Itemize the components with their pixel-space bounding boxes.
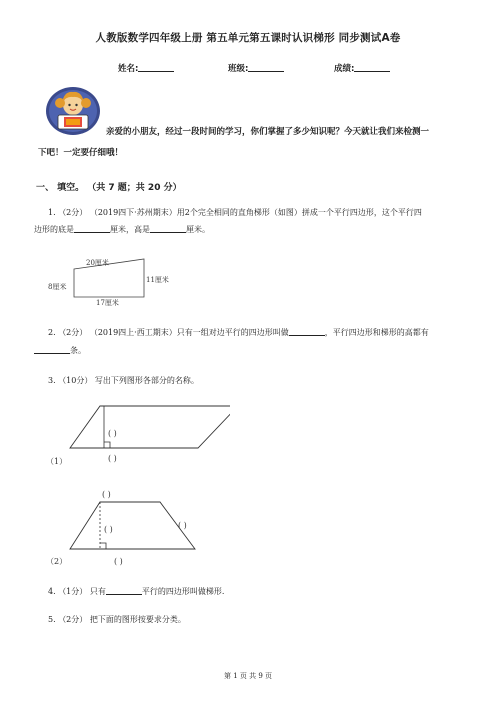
- page-footer: 第 1 页 共 9 页: [223, 672, 273, 680]
- q4-number: 4.: [48, 587, 56, 596]
- name-blank: [138, 63, 174, 72]
- question-2-line-2: [34, 345, 86, 356]
- intro-line-2: 下吧！一定要仔细哦！: [38, 148, 124, 158]
- q3-fig1-label: （1）: [46, 457, 68, 466]
- q2-blank-1: [289, 327, 325, 336]
- q1-fig-right-label: 11厘米: [146, 276, 169, 284]
- q3-parallelogram-figure: [30, 400, 230, 470]
- q2-text-a: （2019四上·西工期末）只有一组对边平行的四边形叫做: [89, 328, 289, 337]
- class-field: [228, 62, 284, 74]
- q3-number: 3.: [48, 376, 56, 385]
- q1-blank-height: [150, 224, 186, 233]
- q4-score: （1分）: [58, 587, 88, 596]
- q3-fig2-paren-top: ( ): [102, 490, 111, 499]
- class-label: 班级:: [228, 64, 249, 74]
- q3-fig2-paren-right: ( ): [178, 521, 187, 530]
- q3-fig2-label: （2）: [46, 557, 68, 566]
- q4-blank: [106, 586, 142, 595]
- q5-text: 把下面的图形按要求分类。: [89, 615, 186, 624]
- q3-text: 写出下列图形各部分的名称。: [94, 376, 199, 385]
- name-field: [118, 62, 174, 74]
- q3-trapezoid-figure: [30, 488, 230, 568]
- q2-blank-2: [34, 345, 70, 354]
- score-field: [334, 62, 390, 74]
- q4-text-pre: 只有: [89, 587, 106, 596]
- question-4-line-1: [48, 586, 224, 597]
- q3-fig1-paren-inside: ( ): [108, 429, 117, 438]
- q4-text-post: 平行的四边形叫做梯形.: [141, 587, 225, 596]
- q1-text-b-post: 厘米。: [186, 225, 210, 234]
- q2-text-b-post: 条。: [70, 346, 86, 355]
- q3-score: （10分）: [58, 376, 93, 385]
- page-title: 人教版数学四年级上册 第五单元第五课时认识梯形 同步测试A卷: [95, 32, 401, 44]
- girl-mascot-icon: [44, 85, 102, 137]
- q1-fig-left-label: 8厘米: [48, 283, 67, 291]
- q5-score: （2分）: [58, 615, 88, 624]
- q1-text-a: （2019四下·苏州期末）用2个完全相同的直角梯形（如图）拼成一个平行四边形，这个平行四: [89, 208, 422, 217]
- q1-text-b-mid: 厘米，高是: [110, 225, 150, 234]
- q1-text-b-pre: 边形的底是: [34, 225, 74, 234]
- intro-line-1: 亲爱的小朋友，经过一段时间的学习，你们掌握了多少知识呢？今天就让我们来检测一: [106, 127, 430, 137]
- score-label: 成绩:: [334, 64, 355, 74]
- question-3-line-1: [48, 375, 199, 386]
- question-1-line-1: [48, 207, 422, 218]
- question-5-line-1: [48, 614, 186, 625]
- q1-blank-base: [74, 224, 110, 233]
- question-1-line-2: [34, 224, 210, 235]
- name-label: 姓名:: [118, 64, 139, 74]
- q3-fig1-paren-below: ( ): [108, 454, 117, 463]
- q2-number: 2.: [48, 328, 56, 337]
- q3-fig2-paren-inside: ( ): [104, 525, 113, 534]
- question-2-line-1: [48, 327, 429, 338]
- q5-number: 5.: [48, 615, 56, 624]
- q2-score: （2分）: [58, 328, 88, 337]
- section-heading: 一、 填空。 （共 7 题；共 20 分）: [36, 183, 182, 193]
- q1-score: （2分）: [58, 208, 88, 217]
- q3-fig2-paren-below: ( ): [114, 557, 123, 566]
- q1-fig-bottom-label: 17厘米: [96, 299, 119, 307]
- q1-number: 1.: [48, 208, 56, 217]
- q1-trapezoid-figure: [44, 253, 184, 313]
- class-blank: [248, 63, 284, 72]
- score-blank: [354, 63, 390, 72]
- q1-fig-top-label: 20厘米: [86, 259, 109, 267]
- q2-text-a-post: ，平行四边形和梯形的高都有: [324, 328, 429, 337]
